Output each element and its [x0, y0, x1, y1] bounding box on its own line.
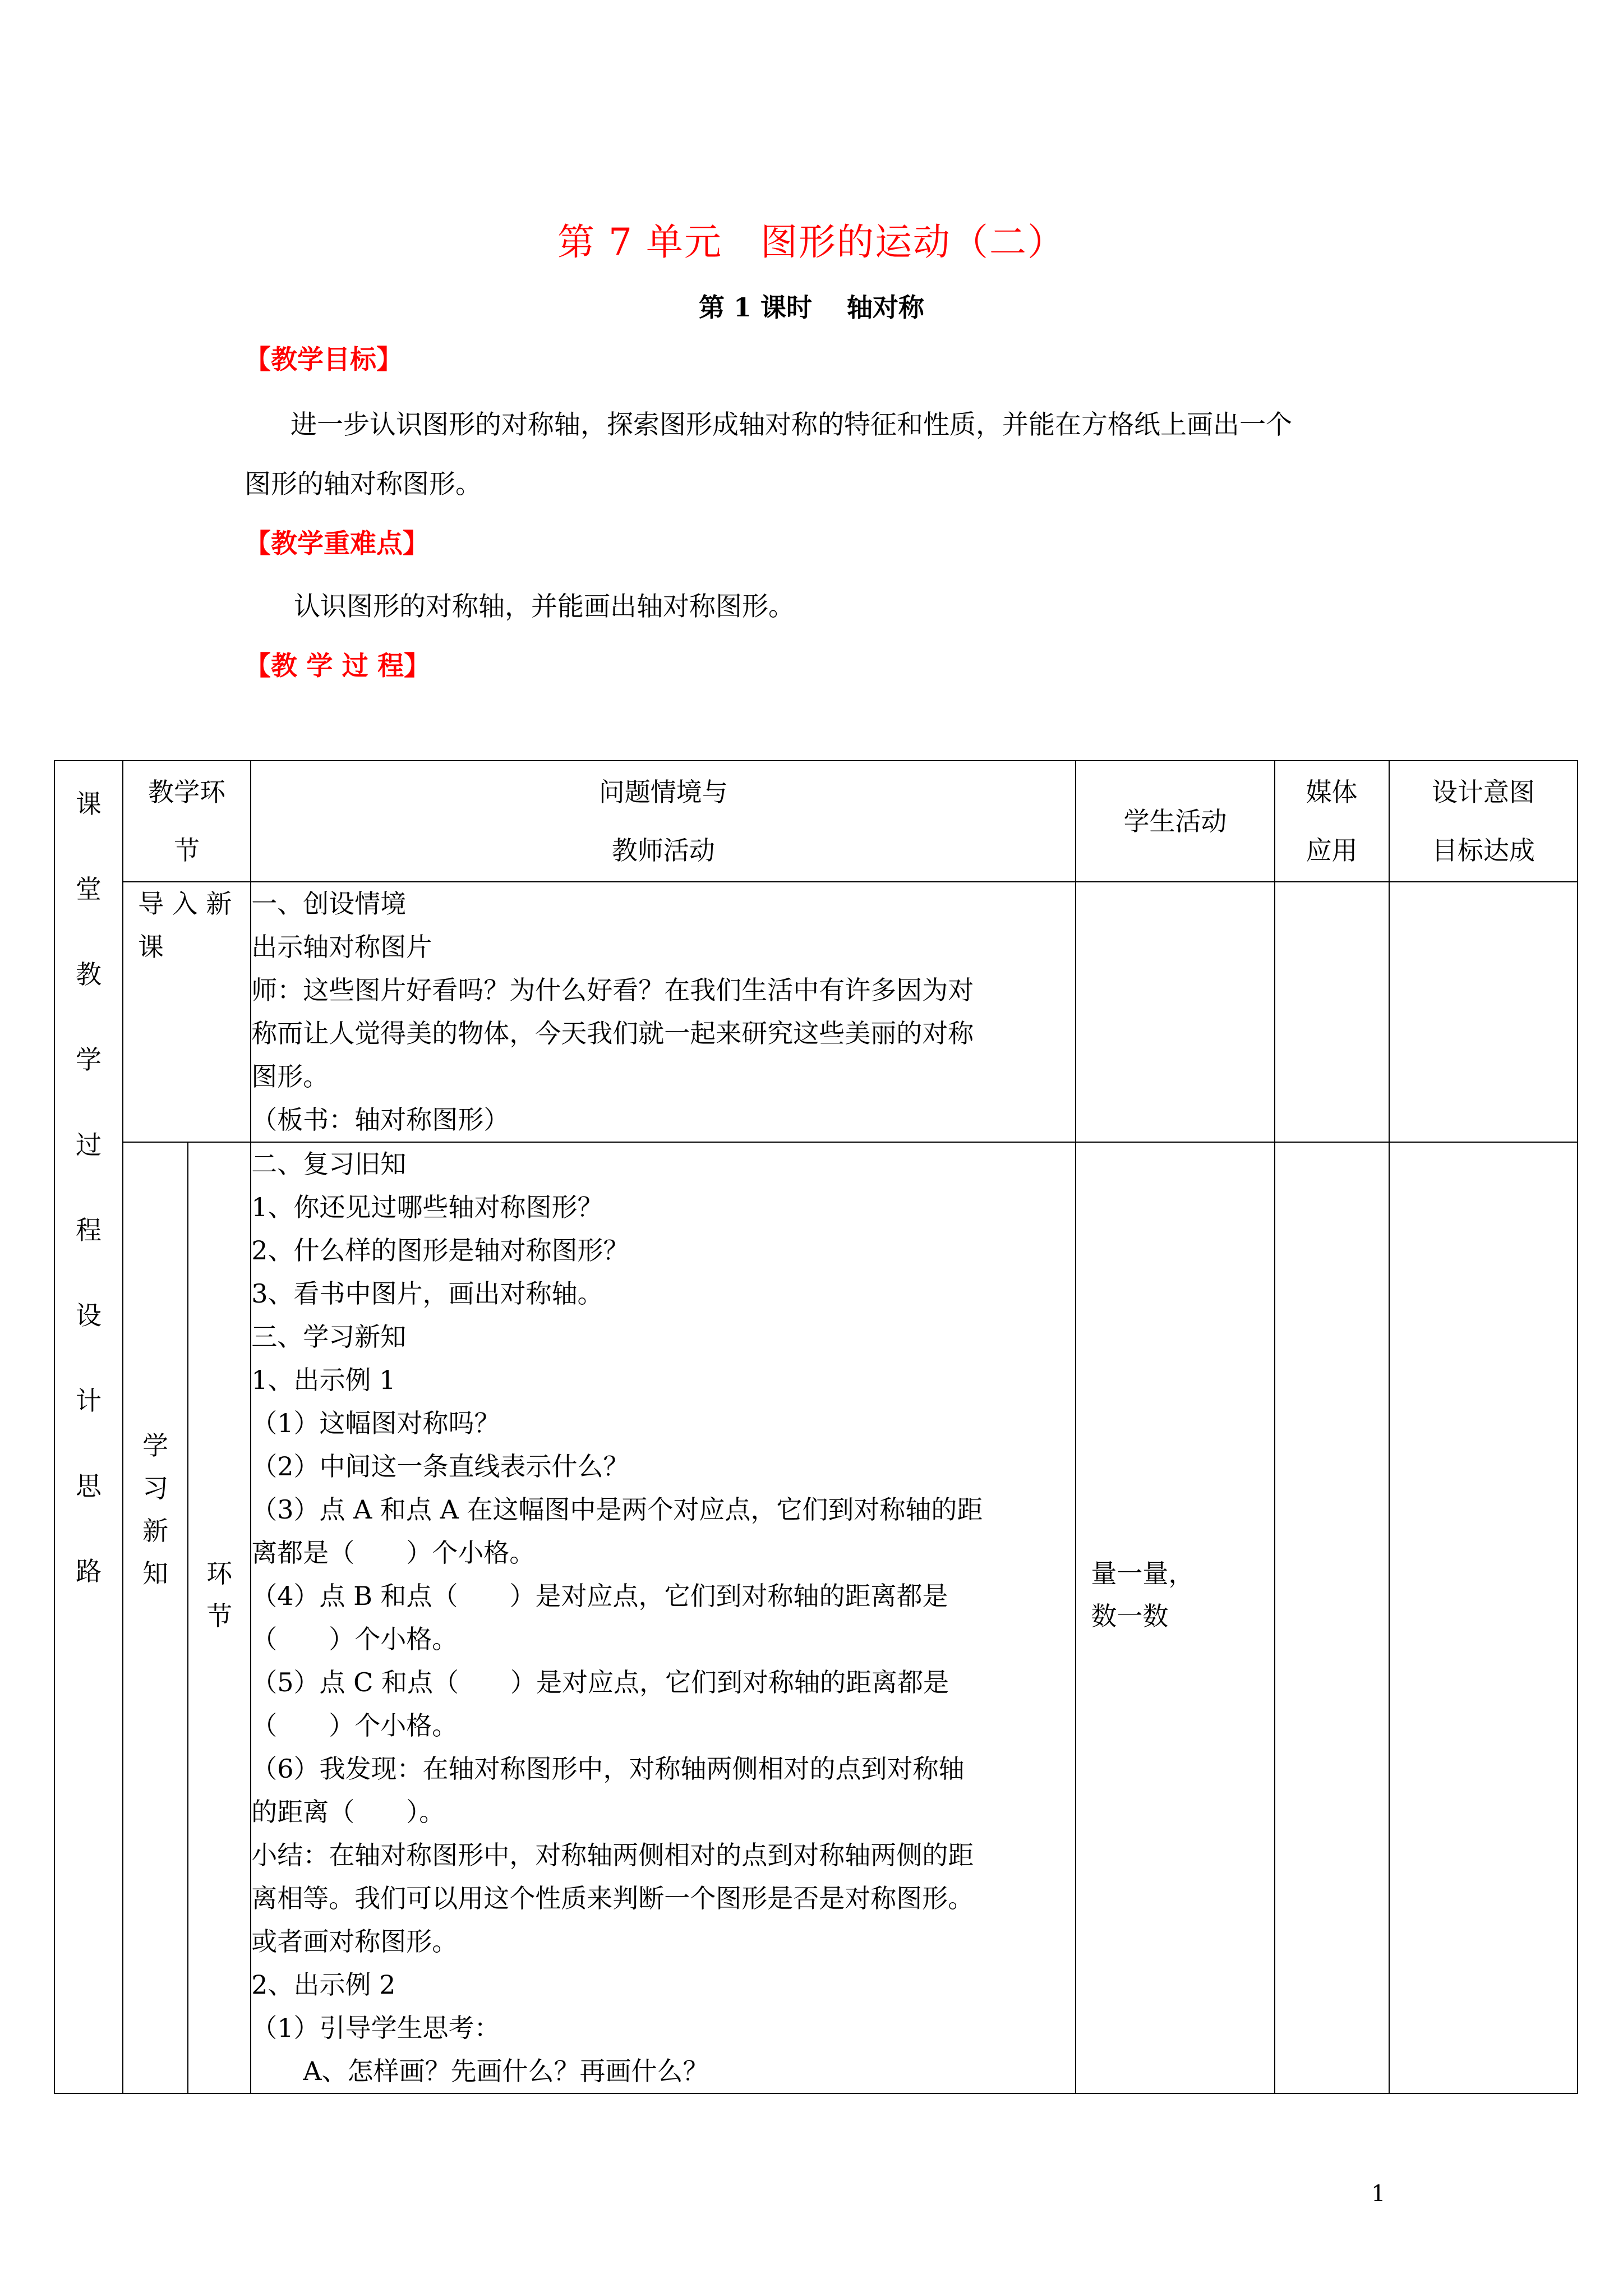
intro-line: 称而让人觉得美的物体，今天我们就一起来研究这些美丽的对称 — [251, 1018, 974, 1048]
header-step-line2: 节 — [174, 835, 200, 866]
header-intent-line2: 目标达成 — [1431, 835, 1535, 866]
new-knowledge-line: 2、什么样的图形是轴对称图形？ — [251, 1235, 629, 1266]
new-knowledge-line: 离都是（ ）个小格。 — [251, 1538, 536, 1568]
side-label-char: 路 — [76, 1556, 102, 1586]
table-row-new-knowledge — [54, 1142, 1578, 2093]
new-knowledge-line: 2、出示例 2 — [251, 1970, 396, 2000]
intro-line: （板书：轴对称图形） — [251, 1105, 510, 1135]
new-knowledge-line: 1、出示例 1 — [251, 1365, 396, 1395]
intro-line: 图形。 — [251, 1061, 329, 1092]
intro-lines — [251, 882, 1075, 1142]
new-knowledge-line: 离相等。我们可以用这个性质来判断一个图形是否是对称图形。 — [251, 1883, 974, 1913]
new-knowledge-line: （1）引导学生思考： — [251, 2013, 500, 2043]
step-char: 习 — [142, 1473, 169, 1503]
side-label-char: 设 — [76, 1300, 102, 1331]
new-knowledge-student — [1076, 1142, 1274, 2093]
step-char: 知 — [142, 1558, 169, 1589]
intro-media — [1275, 882, 1389, 1142]
header-student — [1076, 761, 1274, 882]
side-label-char: 堂 — [76, 874, 102, 904]
new-knowledge-line: 或者画对称图形。 — [251, 1926, 458, 1957]
intro-student — [1076, 882, 1274, 1142]
intro-line: 师：这些图片好看吗？为什么好看？在我们生活中有许多因为对 — [251, 975, 974, 1005]
header-step — [123, 761, 251, 882]
header-problem-line2: 教师活动 — [611, 835, 715, 866]
new-knowledge-intent — [1389, 1142, 1578, 2093]
header-problem-line1: 问题情境与 — [598, 777, 728, 807]
header-media-line1: 媒体 — [1306, 777, 1358, 807]
student-activity-line1: 量一量， — [1091, 1558, 1195, 1589]
step-new-knowledge — [123, 1142, 188, 2093]
intro-line: 出示轴对称图片 — [251, 932, 432, 962]
intro-line: 一、创设情境 — [251, 889, 407, 919]
new-knowledge-lines — [251, 1143, 1075, 2093]
new-knowledge-line: （ ）个小格。 — [251, 1710, 458, 1741]
new-knowledge-line: 二、复习旧知 — [251, 1149, 407, 1179]
sub-step-char: 节 — [206, 1601, 233, 1631]
new-knowledge-media — [1275, 1142, 1389, 2093]
new-knowledge-line: （6）我发现：在轴对称图形中，对称轴两侧相对的点到对称轴 — [251, 1754, 965, 1784]
lesson-process-table — [54, 760, 1578, 2094]
unit-title: 第 7 单元 图形的运动（二） — [557, 220, 1066, 264]
table-row-intro — [54, 882, 1578, 1142]
sub-step-char: 环 — [206, 1558, 233, 1589]
process-heading: 【教 学 过 程】 — [245, 651, 431, 682]
header-intent-line1: 设计意图 — [1431, 777, 1535, 807]
step-char: 新 — [142, 1516, 169, 1546]
lesson-subtitle: 第 1 课时 轴对称 — [698, 292, 925, 323]
side-label-char: 过 — [76, 1130, 102, 1160]
header-media-line2: 应用 — [1306, 835, 1358, 866]
header-intent — [1389, 761, 1578, 882]
step-intro — [123, 882, 251, 1142]
new-knowledge-line: 1、你还见过哪些轴对称图形？ — [251, 1192, 603, 1222]
new-knowledge-line: 三、学习新知 — [251, 1322, 407, 1352]
new-knowledge-line: （4）点 B 和点（ ）是对应点，它们到对称轴的距离都是 — [251, 1581, 948, 1611]
side-label-char: 课 — [76, 789, 102, 819]
goal-text-line2: 图形的轴对称图形。 — [245, 469, 482, 500]
side-label-char: 教 — [76, 959, 102, 990]
side-label-cell — [54, 761, 123, 2093]
side-label-char: 学 — [76, 1045, 102, 1075]
table-header-row — [54, 761, 1578, 882]
step-char: 学 — [142, 1430, 169, 1461]
new-knowledge-line: （1）这幅图对称吗？ — [251, 1408, 500, 1438]
key-heading: 【教学重难点】 — [245, 528, 429, 559]
key-text: 认识图形的对称轴，并能画出轴对称图形。 — [294, 591, 795, 622]
new-knowledge-content — [251, 1142, 1076, 2093]
new-knowledge-line: 3、看书中图片，画出对称轴。 — [251, 1278, 603, 1309]
step-intro-line2: 课 — [138, 932, 164, 962]
new-knowledge-line: A、怎样画？先画什么？再画什么？ — [251, 2056, 709, 2086]
step-intro-line1: 导 入 新 — [138, 889, 232, 919]
intro-content — [251, 882, 1076, 1142]
header-student-text: 学生活动 — [1123, 806, 1227, 836]
step-new-knowledge-label — [123, 1424, 187, 1595]
side-label-char: 思 — [76, 1471, 102, 1501]
new-knowledge-line: （2）中间这一条直线表示什么？ — [251, 1451, 629, 1481]
side-label-char: 程 — [76, 1215, 102, 1245]
new-knowledge-line: 小结：在轴对称图形中，对称轴两侧相对的点到对称轴两侧的距 — [251, 1840, 974, 1870]
header-step-line1: 教学环 — [148, 777, 226, 807]
goal-heading: 【教学目标】 — [245, 344, 403, 375]
step-sub-label — [188, 1552, 250, 1637]
student-activity-line2: 数一数 — [1091, 1601, 1169, 1631]
header-problem — [251, 761, 1076, 882]
side-label-char: 计 — [76, 1386, 102, 1416]
goal-text-line1: 进一步认识图形的对称轴，探索图形成轴对称的特征和性质，并能在方格纸上画出一个 — [291, 409, 1292, 440]
new-knowledge-line: 的距离（ ）。 — [251, 1797, 445, 1827]
side-label — [55, 761, 122, 1614]
page-number: 1 — [1371, 2181, 1386, 2207]
intro-intent — [1389, 882, 1578, 1142]
new-knowledge-line: （ ）个小格。 — [251, 1624, 458, 1654]
new-knowledge-line: （5）点 C 和点（ ）是对应点，它们到对称轴的距离都是 — [251, 1667, 949, 1697]
new-knowledge-line: （3）点 A 和点 A 在这幅图中是两个对应点，它们到对称轴的距 — [251, 1494, 983, 1525]
step-sub — [188, 1142, 251, 2093]
header-media — [1275, 761, 1389, 882]
